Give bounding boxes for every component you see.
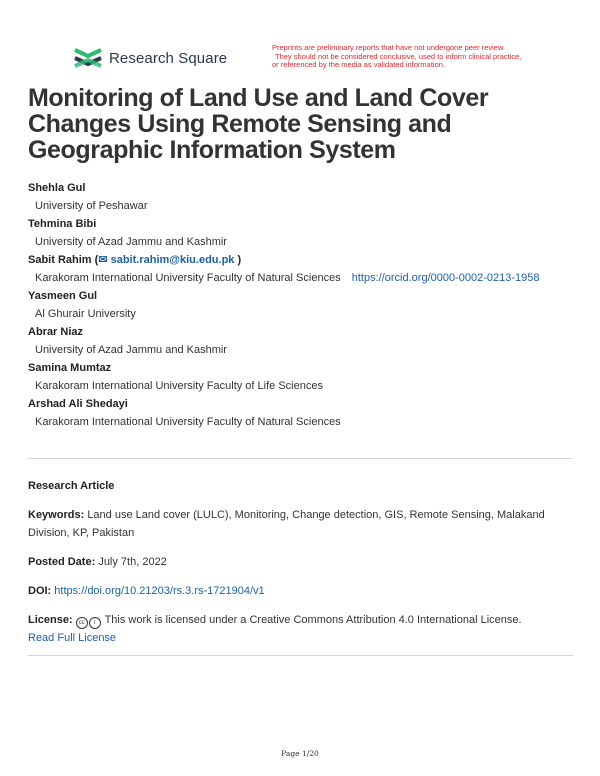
research-square-logo-icon [74,47,102,69]
posted-date-value: July 7th, 2022 [98,556,167,568]
author-affiliation: University of Azad Jammu and Kashmir [35,236,227,248]
author-name: Arshad Ali Shedayi [28,398,128,410]
orcid-link[interactable]: https://orcid.org/0000-0002-0213-1958 [351,272,540,284]
doi [28,582,576,600]
email-icon: ✉ [98,254,108,266]
posted-date [28,553,576,571]
divider [28,458,573,459]
author-name: Yasmeen Gul [28,290,98,302]
divider [28,655,573,656]
author-affiliation: University of Peshawar [35,200,148,212]
notice-line: or referenced by the media as validated information. [272,60,446,70]
author-name: Abrar Niaz [28,326,84,338]
license-label: License: [28,614,73,626]
author-entry [28,215,576,251]
posted-date-label: Posted Date: [28,556,96,568]
paper-title: Monitoring of Land Use and Land Cover Changes Using Remote Sensing and Geographic Information System [28,84,489,164]
page-number: Page 1/20 [281,749,319,758]
notice-line: They should not be considered conclusive, used to inform clinical practice, [275,51,522,61]
author-affiliation: Karakoram International University Faculty of Natural Sciences [35,416,341,428]
author-affiliation: Karakoram International University Faculty of Life Sciences [35,380,323,392]
research-square-logo[interactable] [74,47,227,69]
author-affiliation: Al Ghurair University [35,308,136,320]
author-email-link[interactable]: sabit.rahim@kiu.edu.pk [110,254,235,266]
author-name: Tehmina Bibi [28,218,97,230]
author-name: Sabit Rahim [28,254,92,266]
author-entry [28,287,576,323]
author-affiliation-block [28,269,576,287]
license [28,611,576,647]
author-affiliation: Karakoram International University Faculty of Natural Sciences [35,272,341,284]
brand-name: Research Square [109,49,228,67]
author-entry [28,251,576,287]
notice-line: Preprints are preliminary reports that have not undergone peer review. [272,43,506,52]
author-name: Shehla Gul [28,182,86,194]
keywords [28,506,576,542]
article-type-label: Research Article [28,480,115,492]
preprint-notice [272,44,542,70]
article-type [28,477,576,495]
author-entry [28,395,576,431]
corresponding-author: Sabit Rahim (✉ sabit.rahim@kiu.edu.pk ) [28,254,242,266]
author-name: Samina Mumtaz [28,362,112,374]
author-affiliation: University of Azad Jammu and Kashmir [35,344,227,356]
author-list [28,179,576,431]
author-entry [28,179,576,215]
author-entry [28,359,576,395]
doi-link[interactable]: https://doi.org/10.21203/rs.3.rs-1721904/v1 [54,585,265,597]
keywords-value: Land use Land cover (LULC), Monitoring, Change detection, GIS, Remote Sensing, Malakand Division, KP, Pakistan [28,509,545,539]
read-full-license-link[interactable]: Read Full License [28,632,117,644]
author-entry [28,323,576,359]
keywords-label: Keywords: [28,509,85,521]
doi-label: DOI: [28,585,52,597]
license-text: This work is licensed under a Creative Commons Attribution 4.0 International License. [104,614,522,626]
creative-commons-icon: cc [76,617,88,629]
attribution-icon: i [89,617,101,629]
